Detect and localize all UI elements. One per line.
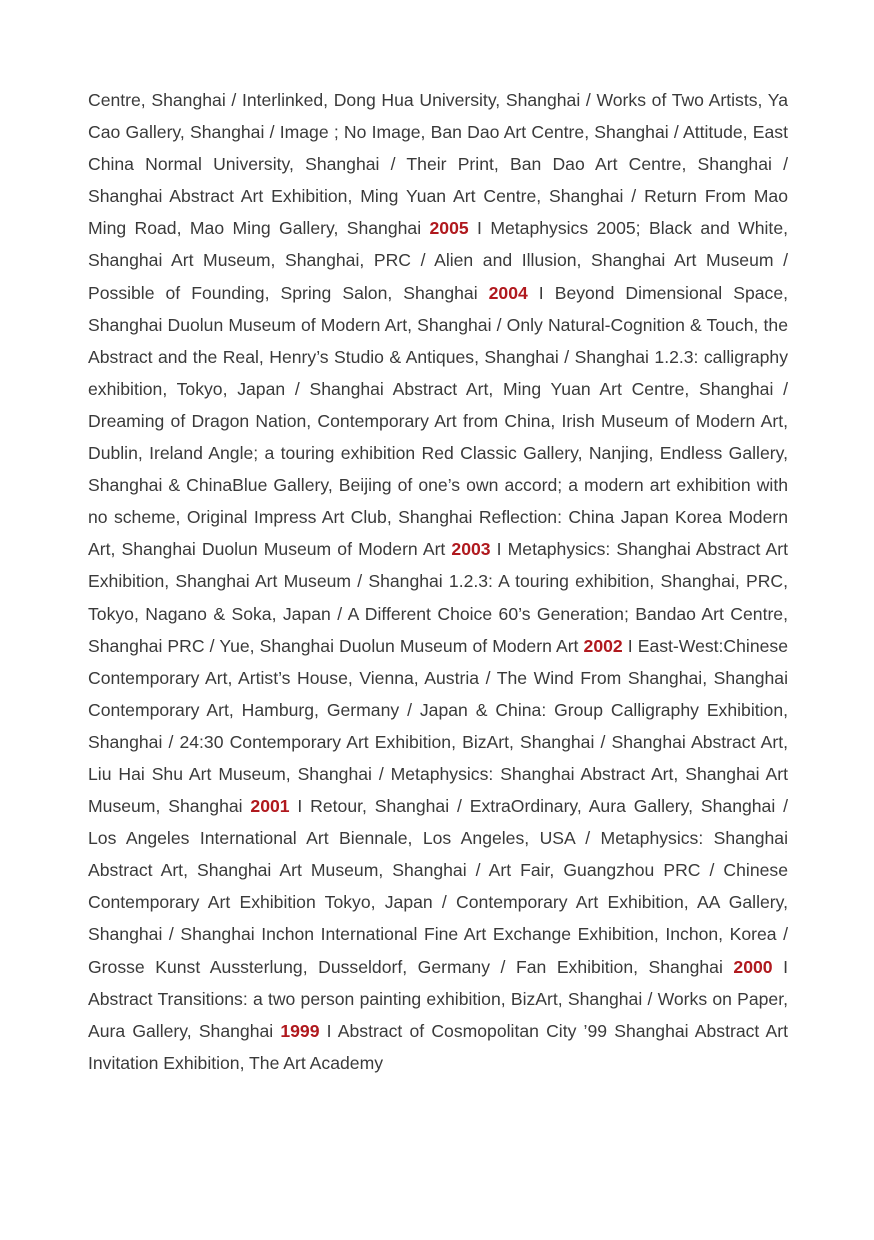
year-heading-1999: 1999 bbox=[280, 1020, 320, 1041]
exhibition-text: I East-West:Chinese Contemporary Art, Artist’s House, Vienna, Austria / The Wind From Shanghai, Shanghai Contemporary Art, Hamburg, Germany / Japan & China: Group Calligraphy Exhibition, Shanghai / 24:30 Contemporary Art Exhibition, BizArt, Shanghai / Shanghai Abstract Art, Liu Hai Shu Art Museum, Shanghai / Metaphysics: Shanghai Abstract Art, Shanghai Art Museum, Shanghai bbox=[88, 635, 788, 817]
exhibition-text: I Metaphysics 2005; Black and White, Shanghai Art Museum, Shanghai, PRC / Alien and Illusion, Shanghai Art Museum / Possible of Founding, Spring Salon, Shanghai bbox=[88, 218, 788, 303]
year-heading-2000: 2000 bbox=[733, 956, 773, 977]
exhibition-text: I Abstract of Cosmopolitan City ’99 Shanghai Abstract Art Invitation Exhibition, The Art Academy bbox=[88, 1020, 788, 1073]
exhibition-text: I Beyond Dimensional Space, Shanghai Duolun Museum of Modern Art, Shanghai / Only Natural-Cognition & Touch, the Abstract and the Real, Henry’s Studio & Antiques, Shanghai / Shanghai 1.2.3: calligraphy exhibition, Tokyo, Japan / Shanghai Abstract Art, Ming Yuan Art Centre, Shanghai / Dreaming of Dragon Nation, Contemporary Art from China, Irish Museum of Modern Art, Dublin, Ireland Angle; a touring exhibition Red Classic Gallery, Nanjing, Endless Gallery, Shanghai & ChinaBlue Gallery, Beijing of one’s own accord; a modern art exhibition with no scheme, Original Impress Art Club, Shanghai Reflection: China Japan Korea Modern Art, Shanghai Duolun Museum of Modern Art bbox=[88, 282, 788, 560]
year-heading-2001: 2001 bbox=[250, 796, 290, 817]
exhibition-text: I Abstract Transitions: a two person painting exhibition, BizArt, Shanghai / Works on Paper, Aura Gallery, Shanghai bbox=[88, 956, 788, 1041]
exhibition-history-text bbox=[88, 84, 788, 1079]
exhibition-text: Centre, Shanghai / Interlinked, Dong Hua University, Shanghai / Works of Two Artists, Ya Cao Gallery, Shanghai / Image ; No Image, Ban Dao Art Centre, Shanghai / Attitude, East China Normal University, Shanghai / Their Print, Ban Dao Art Centre, Shanghai / Shanghai Abstract Art Exhibition, Ming Yuan Art Centre, Shanghai / Return From Mao Ming Road, Mao Ming Gallery, Shanghai bbox=[88, 90, 788, 239]
year-heading-2004: 2004 bbox=[488, 282, 528, 303]
year-heading-2002: 2002 bbox=[583, 635, 623, 656]
year-heading-2005: 2005 bbox=[429, 218, 469, 239]
exhibition-text: I Metaphysics: Shanghai Abstract Art Exhibition, Shanghai Art Museum / Shanghai 1.2.3: A touring exhibition, Shanghai, PRC, Tokyo, Nagano & Soka, Japan / A Different Choice 60’s Generation; Bandao Art Centre, Shanghai PRC / Yue, Shanghai Duolun Museum of Modern Art bbox=[88, 539, 788, 656]
year-heading-2003: 2003 bbox=[451, 539, 491, 560]
exhibition-text: I Retour, Shanghai / ExtraOrdinary, Aura Gallery, Shanghai / Los Angeles International Art Biennale, Los Angeles, USA / Metaphysics: Shanghai Abstract Art, Shanghai Art Museum, Shanghai / Art Fair, Guangzhou PRC / Chinese Contemporary Art Exhibition Tokyo, Japan / Contemporary Art Exhibition, AA Gallery, Shanghai / Shanghai Inchon International Fine Art Exchange Exhibition, Inchon, Korea / Grosse Kunst Aussterlung, Dusseldorf, Germany / Fan Exhibition, Shanghai bbox=[88, 796, 788, 977]
